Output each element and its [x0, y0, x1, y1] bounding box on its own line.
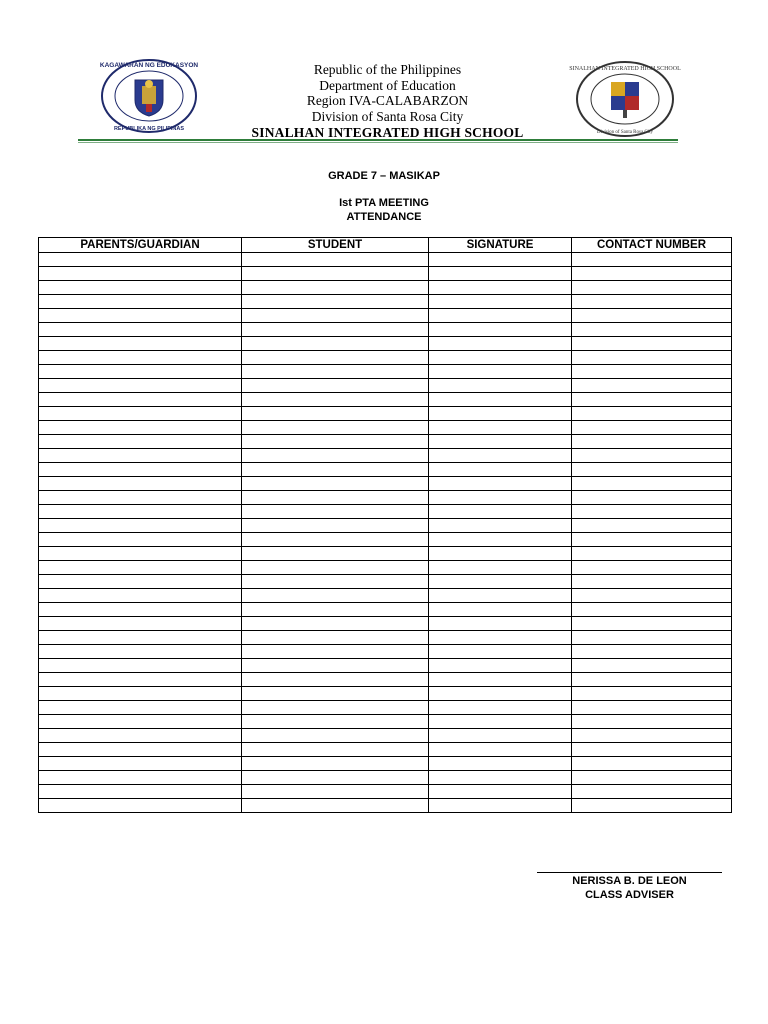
meeting-title: Ist PTA MEETING: [339, 197, 429, 209]
table-cell: [39, 281, 242, 295]
table-row: [39, 379, 732, 393]
table-cell: [39, 477, 242, 491]
attendance-table: [38, 237, 732, 813]
table-cell: [242, 561, 429, 575]
table-cell: [242, 617, 429, 631]
table-cell: [242, 477, 429, 491]
table-cell: [429, 645, 572, 659]
table-cell: [39, 715, 242, 729]
table-cell: [572, 281, 732, 295]
table-cell: [572, 337, 732, 351]
school-name: SINALHAN INTEGRATED HIGH SCHOOL: [251, 125, 524, 140]
table-cell: [429, 309, 572, 323]
table-cell: [242, 603, 429, 617]
republic-line: Republic of the Philippines: [313, 62, 462, 77]
table-row: [39, 491, 732, 505]
table-cell: [242, 393, 429, 407]
table-cell: [242, 351, 429, 365]
table-cell: [429, 561, 572, 575]
table-cell: [39, 519, 242, 533]
table-cell: [39, 393, 242, 407]
table-cell: [39, 365, 242, 379]
table-cell: [429, 673, 572, 687]
table-cell: [242, 771, 429, 785]
table-cell: [429, 435, 572, 449]
table-cell: [572, 309, 732, 323]
table-header-row: [39, 238, 732, 253]
table-cell: [572, 617, 732, 631]
table-cell: [242, 435, 429, 449]
table-row: [39, 253, 732, 267]
table-row: [39, 673, 732, 687]
table-cell: [39, 631, 242, 645]
table-cell: [572, 743, 732, 757]
table-cell: [242, 715, 429, 729]
table-cell: [572, 561, 732, 575]
table-cell: [572, 589, 732, 603]
table-cell: [242, 281, 429, 295]
svg-text:SINALHAN INTEGRATED HIGH SCHOO: SINALHAN INTEGRATED HIGH SCHOOL: [569, 66, 681, 72]
table-cell: [39, 463, 242, 477]
table-cell: [242, 547, 429, 561]
table-cell: [242, 589, 429, 603]
table-cell: [242, 743, 429, 757]
table-cell: [242, 505, 429, 519]
division-line: Division of Santa Rosa City: [311, 108, 464, 124]
table-cell: [429, 491, 572, 505]
table-cell: [39, 547, 242, 561]
table-cell: [572, 491, 732, 505]
table-cell: [242, 379, 429, 393]
table-cell: [39, 337, 242, 351]
table-cell: [242, 701, 429, 715]
table-cell: [242, 785, 429, 799]
table-cell: [429, 743, 572, 757]
school-seal-icon: [569, 60, 681, 138]
table-cell: [39, 379, 242, 393]
table-cell: [429, 785, 572, 799]
table-cell: [429, 603, 572, 617]
table-cell: [429, 547, 572, 561]
adviser-name: NERISSA B. DE LEON: [572, 875, 687, 887]
table-cell: [429, 295, 572, 309]
column-header-student: STUDENT: [242, 238, 429, 253]
table-cell: [572, 659, 732, 673]
svg-text:Division of Santa Rosa City: Division of Santa Rosa City: [596, 130, 654, 135]
table-row: [39, 771, 732, 785]
table-cell: [572, 631, 732, 645]
table-row: [39, 421, 732, 435]
table-cell: [242, 645, 429, 659]
table-cell: [429, 281, 572, 295]
table-cell: [242, 631, 429, 645]
table-cell: [39, 533, 242, 547]
table-row: [39, 729, 732, 743]
table-cell: [39, 701, 242, 715]
table-cell: [429, 589, 572, 603]
table-cell: [242, 799, 429, 813]
table-row: [39, 603, 732, 617]
table-cell: [572, 351, 732, 365]
grade-section-title: GRADE 7 – MASIKAP: [328, 170, 440, 182]
table-cell: [39, 589, 242, 603]
table-cell: [242, 673, 429, 687]
table-cell: [572, 603, 732, 617]
table-cell: [242, 253, 429, 267]
table-cell: [242, 449, 429, 463]
table-cell: [39, 729, 242, 743]
table-cell: [242, 309, 429, 323]
table-cell: [429, 701, 572, 715]
column-header-signature: SIGNATURE: [429, 238, 572, 253]
table-cell: [572, 463, 732, 477]
table-row: [39, 589, 732, 603]
table-cell: [39, 309, 242, 323]
table-cell: [572, 435, 732, 449]
table-cell: [39, 659, 242, 673]
table-cell: [429, 715, 572, 729]
column-header-contact: CONTACT NUMBER: [572, 238, 732, 253]
table-cell: [572, 477, 732, 491]
header-divider: [78, 139, 678, 143]
table-row: [39, 351, 732, 365]
table-row: [39, 687, 732, 701]
table-cell: [242, 365, 429, 379]
table-cell: [39, 617, 242, 631]
table-cell: [39, 351, 242, 365]
table-row: [39, 645, 732, 659]
table-cell: [429, 575, 572, 589]
region-line: Region IVA-CALABARZON: [306, 93, 469, 108]
table-cell: [429, 463, 572, 477]
table-row: [39, 267, 732, 281]
table-cell: [572, 449, 732, 463]
table-cell: [572, 799, 732, 813]
svg-text:KAGAWARAN NG EDUKASYON: KAGAWARAN NG EDUKASYON: [99, 62, 199, 69]
table-row: [39, 617, 732, 631]
table-cell: [572, 687, 732, 701]
table-cell: [242, 421, 429, 435]
table-cell: [429, 253, 572, 267]
table-cell: [429, 757, 572, 771]
table-cell: [429, 393, 572, 407]
table-row: [39, 743, 732, 757]
table-cell: [429, 365, 572, 379]
table-cell: [429, 617, 572, 631]
table-row: [39, 575, 732, 589]
table-cell: [572, 267, 732, 281]
table-cell: [39, 645, 242, 659]
table-cell: [429, 379, 572, 393]
table-cell: [242, 519, 429, 533]
table-cell: [429, 519, 572, 533]
deped-seal-icon: [100, 58, 198, 134]
table-cell: [572, 393, 732, 407]
table-cell: [572, 323, 732, 337]
table-cell: [572, 673, 732, 687]
table-cell: [572, 407, 732, 421]
table-cell: [429, 729, 572, 743]
table-row: [39, 477, 732, 491]
table-cell: [39, 603, 242, 617]
department-line: Department of Education: [319, 77, 456, 93]
table-row: [39, 281, 732, 295]
table-cell: [242, 757, 429, 771]
column-header-parents: PARENTS/GUARDIAN: [39, 238, 242, 253]
table-row: [39, 337, 732, 351]
table-cell: [572, 505, 732, 519]
table-cell: [242, 267, 429, 281]
table-cell: [242, 463, 429, 477]
table-cell: [429, 631, 572, 645]
table-row: [39, 701, 732, 715]
table-cell: [429, 771, 572, 785]
table-cell: [429, 533, 572, 547]
table-cell: [429, 449, 572, 463]
table-row: [39, 449, 732, 463]
table-cell: [39, 771, 242, 785]
table-cell: [39, 743, 242, 757]
table-cell: [242, 687, 429, 701]
table-row: [39, 393, 732, 407]
table-cell: [39, 785, 242, 799]
svg-text:REPUBLIKA NG PILIPINAS: REPUBLIKA NG PILIPINAS: [113, 126, 185, 132]
table-row: [39, 631, 732, 645]
table-cell: [39, 561, 242, 575]
table-cell: [39, 421, 242, 435]
table-row: [39, 533, 732, 547]
table-cell: [429, 687, 572, 701]
table-cell: [39, 267, 242, 281]
attendance-rows: [39, 253, 732, 813]
table-cell: [39, 435, 242, 449]
table-row: [39, 407, 732, 421]
table-cell: [572, 533, 732, 547]
table-cell: [39, 505, 242, 519]
table-row: [39, 309, 732, 323]
table-cell: [429, 323, 572, 337]
table-cell: [242, 337, 429, 351]
table-cell: [39, 295, 242, 309]
table-cell: [429, 659, 572, 673]
table-cell: [429, 351, 572, 365]
table-cell: [572, 729, 732, 743]
table-cell: [429, 337, 572, 351]
table-cell: [242, 575, 429, 589]
table-row: [39, 463, 732, 477]
table-cell: [572, 575, 732, 589]
table-cell: [242, 659, 429, 673]
table-cell: [429, 407, 572, 421]
table-cell: [572, 547, 732, 561]
table-cell: [242, 295, 429, 309]
table-cell: [39, 449, 242, 463]
table-cell: [572, 253, 732, 267]
table-cell: [572, 519, 732, 533]
table-row: [39, 715, 732, 729]
table-cell: [572, 771, 732, 785]
table-cell: [39, 799, 242, 813]
table-cell: [429, 421, 572, 435]
table-cell: [429, 505, 572, 519]
table-cell: [572, 645, 732, 659]
table-cell: [39, 673, 242, 687]
table-row: [39, 365, 732, 379]
table-row: [39, 799, 732, 813]
table-cell: [39, 253, 242, 267]
table-cell: [242, 491, 429, 505]
table-cell: [242, 407, 429, 421]
letterhead: [0, 0, 768, 150]
signature-line: [537, 872, 722, 873]
table-cell: [39, 491, 242, 505]
table-row: [39, 659, 732, 673]
table-cell: [429, 477, 572, 491]
table-cell: [242, 533, 429, 547]
table-row: [39, 505, 732, 519]
letterhead-text: [215, 62, 560, 141]
table-row: [39, 547, 732, 561]
table-cell: [572, 785, 732, 799]
table-cell: [429, 799, 572, 813]
table-cell: [39, 407, 242, 421]
table-row: [39, 519, 732, 533]
table-row: [39, 435, 732, 449]
table-cell: [572, 379, 732, 393]
attendance-title: ATTENDANCE: [346, 211, 422, 223]
table-row: [39, 295, 732, 309]
table-cell: [572, 701, 732, 715]
table-cell: [429, 267, 572, 281]
table-cell: [572, 365, 732, 379]
table-cell: [572, 295, 732, 309]
adviser-title: CLASS ADVISER: [585, 889, 674, 901]
table-cell: [572, 421, 732, 435]
table-row: [39, 785, 732, 799]
table-cell: [572, 715, 732, 729]
table-row: [39, 323, 732, 337]
table-row: [39, 561, 732, 575]
table-cell: [242, 323, 429, 337]
table-cell: [39, 687, 242, 701]
table-cell: [572, 757, 732, 771]
table-cell: [39, 323, 242, 337]
table-row: [39, 757, 732, 771]
table-cell: [242, 729, 429, 743]
table-cell: [39, 575, 242, 589]
table-cell: [39, 757, 242, 771]
